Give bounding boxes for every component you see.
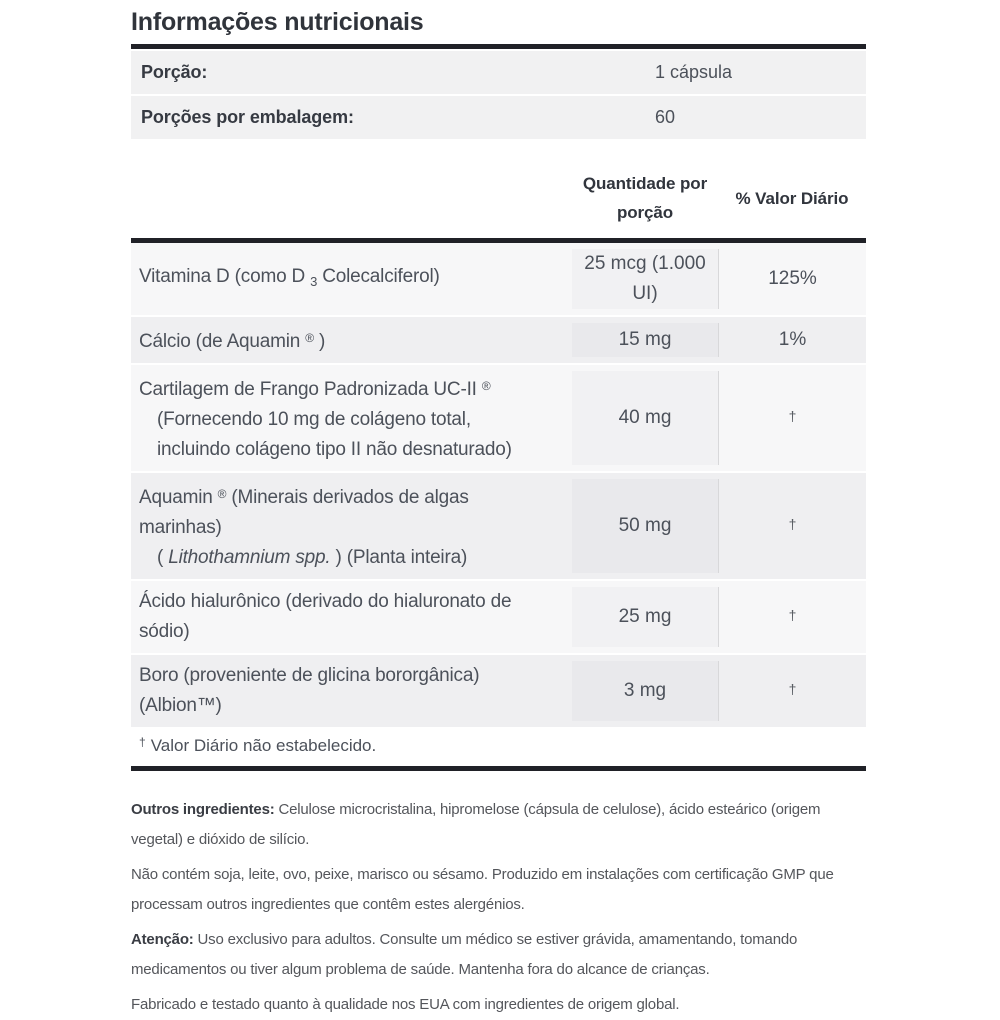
ingredient-name: Boro (proveniente de glicina bororgânica) (Albion™) <box>139 665 480 716</box>
ingredient-amount: 3 mg <box>572 661 718 721</box>
ingredient-amount: 25 mg <box>572 587 718 647</box>
serving-size-value: 1 cápsula <box>655 62 733 82</box>
ingredient-name: Vitamina D (como D $_3$ Colecalciferol) <box>139 265 440 289</box>
table-header-row <box>131 141 866 238</box>
ingredient-amount: 50 mg <box>572 479 718 573</box>
ingredient-daily-value: 125% <box>718 249 866 309</box>
servings-per-container-row <box>131 96 866 139</box>
ingredient-amount: 40 mg <box>572 371 718 465</box>
table-row-calcio <box>131 315 866 363</box>
allergen-statement-paragraph: Não contém soja, leite, ovo, peixe, marisco ou sésamo. Produzido em instalações com certificação GMP que processam outros ingredientes que contêm estes alergénios. <box>131 866 834 913</box>
ingredient-amount: 25 mcg (1.000 UI) <box>572 249 718 309</box>
other-ingredients-lead: Outros ingredientes: <box>131 801 275 818</box>
ingredient-daily-value: † <box>718 587 866 647</box>
table-row-aquamin <box>131 471 866 579</box>
ingredient-daily-value: 1% <box>718 323 866 357</box>
servings-per-container-label: Porções por embalagem: <box>141 107 354 127</box>
table-row-vitamina-d <box>131 243 866 315</box>
panel-title: Informações nutricionais <box>131 8 424 36</box>
other-ingredients-paragraph: Outros ingredientes: Celulose microcristalina, hipromelose (cápsula de celulose), ácido esteárico (origem vegetal) e dióxido de silício. <box>131 801 821 848</box>
amount-per-serving-header: Quantidade por porção <box>582 174 708 222</box>
dagger-symbol: † <box>139 735 146 749</box>
origin-statement-paragraph: Fabricado e testado quanto à qualidade nos EUA com ingredientes de origem global. <box>131 996 680 1013</box>
serving-size-row <box>131 51 866 94</box>
warning-paragraph: Atenção: Uso exclusivo para adultos. Consulte um médico se estiver grávida, amamentando, tomando medicamentos ou tiver algum problema de saúde. Mantenha fora do alcance de crianças. <box>131 931 798 978</box>
info-paragraphs <box>131 795 866 1020</box>
ingredient-daily-value: † <box>718 479 866 573</box>
table-row-cartilagem <box>131 363 866 471</box>
ingredient-name: Aquamin ® (Minerais derivados de algas marinhas) ( Lithothamnium spp. ) (Planta inteira) <box>139 487 469 568</box>
daily-value-footnote: † Valor Diário não estabelecido. <box>139 735 377 755</box>
ingredient-daily-value: † <box>718 661 866 721</box>
daily-value-header: % Valor Diário <box>735 189 849 208</box>
ingredient-name: Cartilagem de Frango Padronizada UC-II ® (Fornecendo 10 mg de colágeno total, incluindo colágeno tipo II não desnaturado) <box>139 379 512 460</box>
table-row-boro <box>131 653 866 727</box>
ingredient-daily-value: † <box>718 371 866 465</box>
table-row-acido-hialuronico <box>131 579 866 653</box>
ingredient-amount: 15 mg <box>572 323 718 357</box>
ingredient-name: Ácido hialurônico (derivado do hialuronato de sódio) <box>139 591 512 642</box>
ingredient-name: Cálcio (de Aquamin ® ) <box>139 331 326 352</box>
divider-bar-bottom <box>131 766 866 771</box>
warning-lead: Atenção: <box>131 931 194 948</box>
nutrition-facts-panel <box>131 8 866 1020</box>
servings-per-container-value: 60 <box>655 107 676 127</box>
serving-size-label: Porção: <box>141 62 208 82</box>
